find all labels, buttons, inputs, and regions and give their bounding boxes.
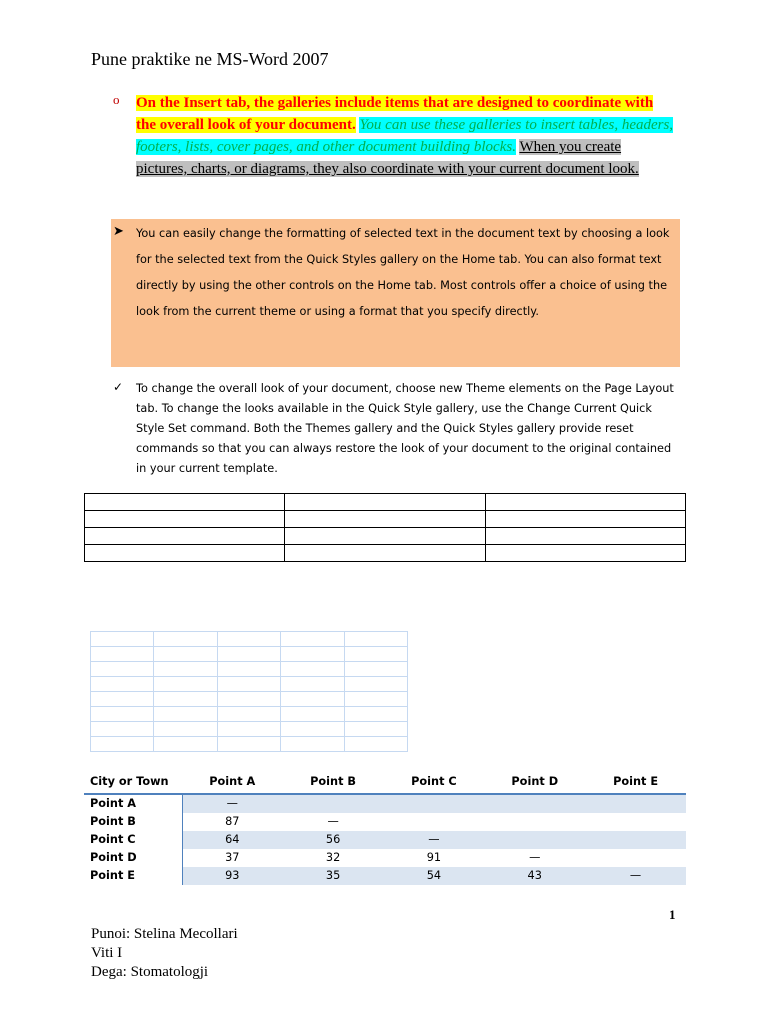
table-row	[84, 813, 686, 831]
table-cell	[484, 831, 585, 849]
highlight-yellow-text: On the Insert tab, the galleries include items that are designed to coordinate with the overall look of your document.	[136, 95, 654, 133]
footer-department: Dega: Stomatologji	[91, 964, 209, 980]
table-cell: 91	[426, 851, 442, 864]
footer-year: Viti I	[91, 945, 123, 961]
table-row	[84, 867, 686, 885]
table-cell: 32	[325, 851, 341, 864]
table-row	[84, 849, 686, 867]
table-cell	[484, 813, 585, 831]
table-cell: —	[327, 815, 339, 828]
empty-table	[84, 493, 686, 562]
footer	[91, 925, 238, 982]
table-cell: —	[428, 833, 440, 846]
footer-author: Punoi: Stelina Mecollari	[91, 926, 238, 942]
document-title: Pune praktike ne MS-Word 2007	[91, 49, 329, 69]
table-cell	[585, 813, 686, 831]
table-cell	[585, 795, 686, 813]
table-cell: 64	[225, 833, 240, 846]
header-cell: Point E	[613, 775, 659, 788]
table-cell: —	[529, 851, 541, 864]
row-label: Point D	[90, 851, 137, 864]
bullet-arrow-icon: ➤	[113, 223, 124, 238]
table-cell: 43	[527, 869, 542, 882]
table-cell: 93	[225, 869, 240, 882]
table-header-row	[84, 773, 686, 795]
paragraph-quick-styles: You can easily change the formatting of selected text in the document text by choosing a look for the selected text from the Quick Styles gallery on the Home tab. You can also format text directly by using the other controls on the Home tab. Most controls offer a choice of using the look from the current theme or using a format that you specify directly.	[136, 227, 670, 318]
table-cell: —	[629, 869, 642, 882]
header-cell: City or Town	[90, 775, 169, 788]
table-row	[84, 795, 686, 813]
table-cell: 54	[426, 869, 442, 882]
table-cell	[384, 813, 485, 831]
table-cell: 35	[325, 869, 341, 882]
table-cell	[384, 795, 485, 813]
header-cell: Point B	[310, 775, 357, 788]
highlight-cyan-text: You can use these galleries to insert tables, headers, footers, lists, cover pages, and other document building blocks.	[136, 117, 674, 155]
header-cell: Point A	[209, 775, 256, 788]
table-cell: —	[226, 797, 238, 810]
row-label: Point A	[84, 795, 182, 813]
highlight-gray-text: When you create pictures, charts, or diagrams, they also coordinate with your current document look.	[136, 139, 639, 177]
table-cell	[283, 795, 384, 813]
table-cell: 87	[225, 815, 240, 828]
header-cell: Point C	[411, 775, 457, 788]
row-label: Point E	[84, 867, 182, 885]
table-cell: 37	[225, 851, 240, 864]
paragraph-insert-tab	[136, 92, 676, 180]
paragraph-theme-elements: To change the overall look of your document, choose new Theme elements on the Page Layout tab. To change the looks available in the Quick Style gallery, use the Change Current Quick Style Set command. Both the Themes gallery and the Quick Styles gallery provide reset commands so that you can always restore the look of your document to the original contained in your current template.	[136, 382, 674, 475]
distance-table	[84, 773, 686, 885]
row-label: Point B	[90, 815, 136, 828]
table-cell	[585, 849, 686, 867]
table-row	[84, 831, 686, 849]
table-cell: 56	[325, 833, 341, 846]
bullet-checkmark-icon: ✓	[113, 380, 124, 394]
page-number: 1	[669, 907, 676, 922]
header-cell: Point D	[511, 775, 559, 788]
table-cell	[585, 831, 686, 849]
bullet-circle-icon: o	[113, 92, 120, 107]
row-label: Point C	[84, 831, 182, 849]
empty-grid-table	[90, 631, 408, 752]
table-cell	[484, 795, 585, 813]
